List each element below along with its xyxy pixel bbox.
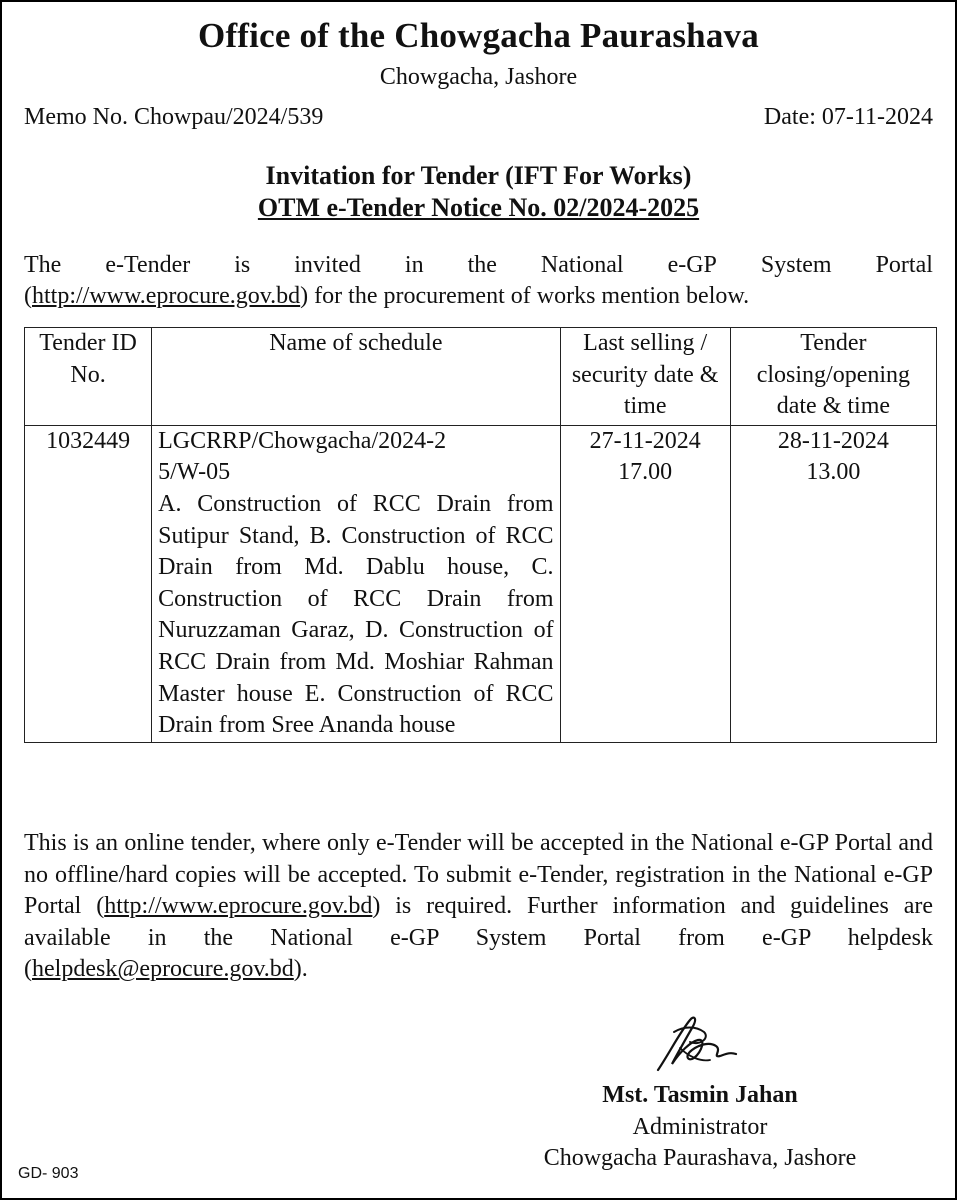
notice-date: Date: 07-11-2024 bbox=[763, 104, 933, 130]
intro-second-line: (http://www.eprocure.gov.bd) for the procurement of works mention below. bbox=[24, 283, 750, 309]
closing-time: 13.00 bbox=[806, 459, 861, 486]
closing-date: 28-11-2024 bbox=[777, 427, 889, 454]
header-schedule-name: Name of schedule bbox=[152, 328, 560, 426]
tender-table bbox=[24, 327, 937, 743]
table-row bbox=[25, 425, 937, 742]
helpdesk-email-link[interactable]: helpdesk@eprocure.gov.bd bbox=[32, 956, 294, 983]
header-closing-opening: Tender closing/opening date & time bbox=[730, 328, 936, 426]
office-title: Office of the Chowgacha Paurashava bbox=[198, 16, 759, 55]
notice-number: OTM e-Tender Notice No. 02/2024-2025 bbox=[257, 193, 700, 222]
last-selling-date: 27-11-2024 bbox=[589, 427, 701, 454]
table-header-row bbox=[25, 328, 937, 426]
office-location: Chowgacha, Jashore bbox=[379, 64, 578, 90]
eprocure-link[interactable]: http://www.eprocure.gov.bd bbox=[32, 283, 301, 309]
signature-image bbox=[650, 1012, 740, 1077]
schedule-code: LGCRRP/Chowgacha/2024-25/W-05 bbox=[158, 427, 447, 486]
signatory-designation: Administrator bbox=[632, 1113, 768, 1140]
signatory-office: Chowgacha Paurashava, Jashore bbox=[543, 1145, 857, 1172]
signatory-name: Mst. Tasmin Jahan bbox=[602, 1082, 798, 1108]
last-selling-time: 17.00 bbox=[618, 459, 673, 486]
header-tender-id: Tender ID No. bbox=[25, 328, 152, 426]
header-last-selling: Last selling / security date & time bbox=[560, 328, 730, 426]
notice-heading: Invitation for Tender (IFT For Works) bbox=[265, 161, 692, 190]
schedule-cell bbox=[152, 425, 560, 742]
memo-number: Memo No. Chowpau/2024/539 bbox=[24, 104, 324, 130]
eprocure-link-2[interactable]: http://www.eprocure.gov.bd bbox=[104, 893, 373, 920]
gd-code: GD- 903 bbox=[18, 1165, 79, 1182]
intro-paragraph bbox=[24, 250, 933, 312]
memo-date-line bbox=[24, 104, 933, 131]
last-selling-cell bbox=[560, 425, 730, 742]
intro-first-line: The e-Tender is invited in the National e-GP System Portal bbox=[24, 252, 933, 278]
signatory-block bbox=[522, 1080, 878, 1175]
schedule-description: A. Construction of RCC Drain from Sutipur Stand, B. Construction of RCC Drain from Md. Dablu house, C. Construction of RCC Drain from Nuruzzaman Garaz, D. Construction of RCC Drain from Md. Moshiar Rahman Master house E. Construction of RCC Drain from Sree Ananda house bbox=[158, 490, 554, 739]
notice-heading-block bbox=[2, 160, 955, 224]
tender-id-cell: 1032449 bbox=[25, 425, 152, 742]
closing-opening-cell bbox=[730, 425, 936, 742]
instructions-paragraph: This is an online tender, where only e-Tender will be accepted in the National e-GP Portal and no offline/hard copies will be accepted. To submit e-Tender, registration in the National e-GP Portal (http://www.eprocure.gov.bd) is required. Further information and guidelines are available in the National e-GP System Portal from e-GP helpdesk (helpdesk@eprocure.gov.bd). bbox=[24, 830, 934, 983]
